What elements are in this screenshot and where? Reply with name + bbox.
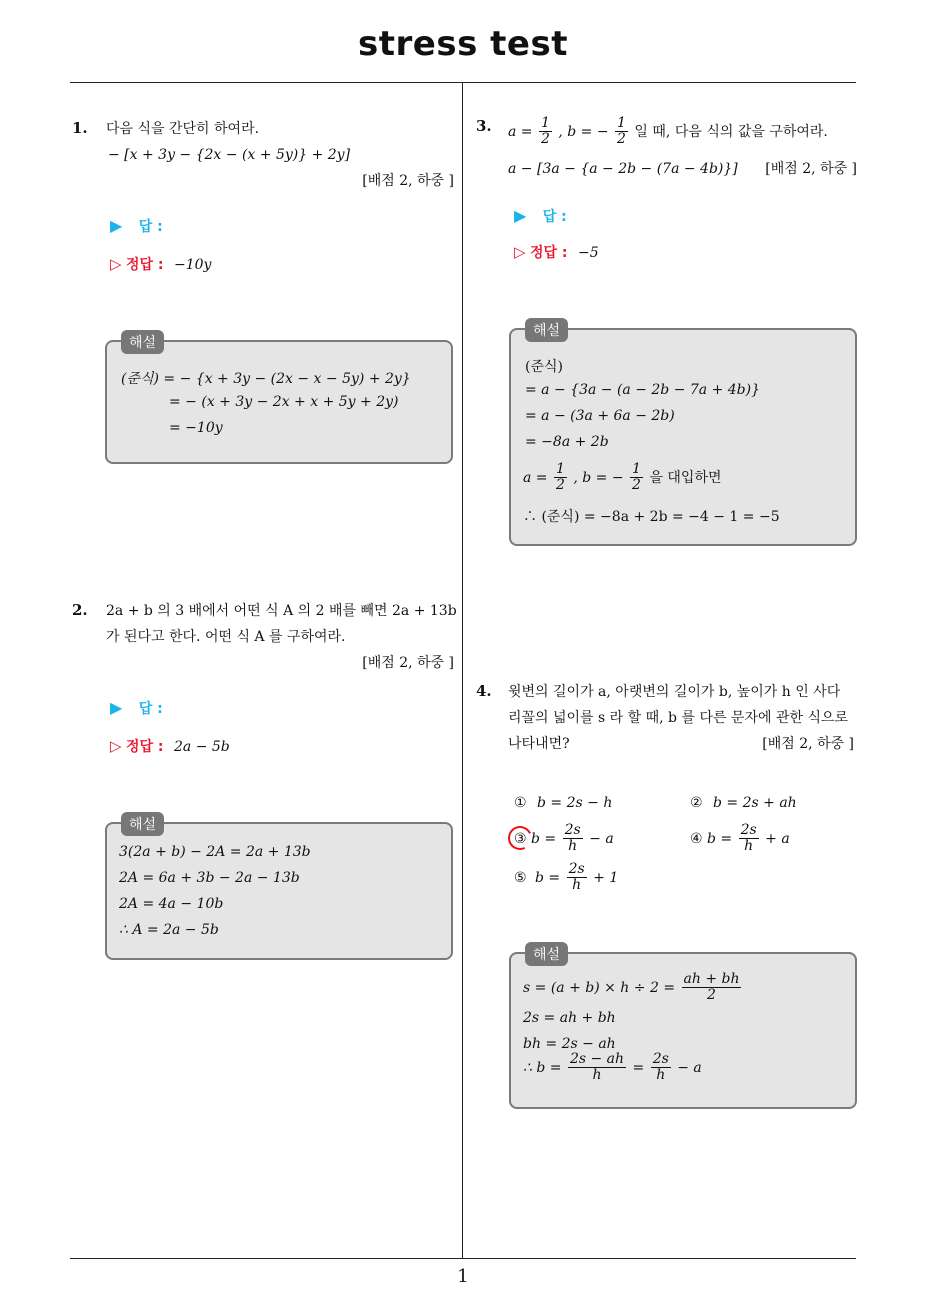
outline-triangle-icon: ▷ [110,737,122,755]
solution-line: ∴ (준식) = −8a + 2b = −4 − 1 = −5 [523,509,780,525]
solution-line: bh = 2s − ah [523,1036,616,1052]
question-text: 리꼴의 넓이를 s 라 할 때, b 를 다른 문자에 관한 식으로 [508,710,849,726]
column-divider [462,83,463,1259]
question-text: 다음 식을 간단히 하여라. [106,121,260,137]
question-expression: a − [3a − {a − 2b − (7a − 4b)}] [508,161,738,177]
correct-answer-label: 정답 : [126,257,164,273]
correct-answer-label: 정답 : [126,739,164,755]
fraction: $\frac{1}{2}$ [540,115,550,148]
question-text: 가 된다고 한다. 어떤 식 A 를 구하여라. [106,629,346,645]
question-text: 나타내면? [508,736,570,752]
question-number: 3. [476,117,492,135]
fraction: $\frac{1}{2}$ [632,461,641,494]
answer-label: 답 : [138,701,163,717]
choice-5[interactable]: ⑤ b = $\frac{2s}{h}$ + 1 [514,861,619,894]
fraction: $\frac{2s}{h}$ [740,822,757,855]
answer-row [110,698,163,718]
answer-label: 답 : [542,209,567,225]
question-number: 2. [72,601,88,619]
play-triangle-icon: ▶ [110,698,123,717]
solution-line: (준식) = − {x + 3y − (2x − x − 5y) + 2y} [121,371,411,387]
solution-line: 2A = 6a + 3b − 2a − 13b [119,870,300,886]
question-meta: [배점 2, 하중 ] [362,655,454,671]
solution-line: 3(2a + b) − 2A = 2a + 13b [119,844,311,860]
outline-triangle-icon: ▷ [110,255,122,273]
solution-box [105,817,453,960]
solution-line: 2A = 4a − 10b [119,896,224,912]
solution-box [509,947,857,1109]
solution-substitution: a = $\frac{1}{2}$ , b = − $\frac{1}{2}$ 을 대입하면 [523,461,722,494]
choice-3[interactable]: ③ b = $\frac{2s}{h}$ − a [514,822,614,855]
header-rule [70,82,856,83]
fraction: $\frac{1}{2}$ [617,115,626,148]
solution-line: (준식) [525,359,563,375]
solution-line: 2s = ah + bh [523,1010,616,1026]
answer-label: 답 : [138,219,163,235]
choice-4[interactable]: ④ b = $\frac{2s}{h}$ + a [690,822,790,855]
correct-answer-row [110,254,211,274]
solution-tag: 해설 [121,812,164,836]
correct-answer-row [514,242,599,262]
condition-text: 일 때, 다음 식의 값을 구하여라. [634,123,828,140]
solution-box [105,335,453,464]
outline-triangle-icon: ▷ [514,243,526,261]
solution-line: = a − (3a + 6a − 2b) [525,408,675,424]
solution-line: = −10y [169,420,223,436]
solution-tag: 해설 [121,330,164,354]
question-number: 4. [476,682,492,700]
choice-2[interactable]: ② b = 2s + ah [690,795,797,811]
correct-answer-value: 2a − 5b [173,739,230,755]
solution-line: = −8a + 2b [525,434,609,450]
fraction: $\frac{1}{2}$ [555,461,565,494]
answer-row [110,216,163,236]
correct-answer-row [110,736,230,756]
play-triangle-icon: ▶ [514,206,527,225]
condition-b: , b = − [558,123,609,140]
question-number: 1. [72,119,88,137]
solution-tag: 해설 [525,318,568,342]
correct-answer-label: 정답 : [530,245,568,261]
solution-line: ∴ A = 2a − 5b [119,922,219,938]
correct-answer-value: −10y [173,257,212,273]
question-expression: − [x + 3y − {2x − (x + 5y)} + 2y] [108,147,351,163]
footer-rule [70,1258,856,1259]
question-meta: [배점 2, 하중 ] [765,161,857,177]
question-text: 윗변의 길이가 a, 아랫변의 길이가 b, 높이가 h 인 사다 [508,684,841,700]
question-meta: [배점 2, 하중 ] [362,173,454,189]
solution-line: ∴ b = $\frac{2s - ah}{h}$ = $\frac{2s}{h}$ − a [523,1051,702,1084]
condition-a: a = [508,123,533,140]
fraction: $\frac{2s}{h}$ [564,822,581,855]
page-number: 1 [457,1266,469,1287]
solution-box [509,323,857,546]
question-text: 2a + b 의 3 배에서 어떤 식 A 의 2 배를 빼면 2a + 13b [106,603,457,619]
fraction: $\frac{2s}{h}$ [652,1051,669,1084]
solution-line: = a − {3a − (a − 2b − 7a + 4b)} [525,382,761,398]
answer-row [514,206,567,226]
fraction: $\frac{2s - ah}{h}$ [569,1051,625,1084]
choice-1[interactable]: ① b = 2s − h [514,795,613,811]
fraction: $\frac{ah + bh}{2}$ [683,971,740,1004]
question-meta: [배점 2, 하중 ] [762,736,854,752]
correct-answer-value: −5 [577,245,599,261]
page-title: stress test [358,24,568,64]
question-condition [508,116,828,148]
play-triangle-icon: ▶ [110,216,123,235]
solution-tag: 해설 [525,942,568,966]
solution-line: = − (x + 3y − 2x + x + 5y + 2y) [169,394,399,410]
solution-line: s = (a + b) × h ÷ 2 = $\frac{ah + bh}{2}$ [523,971,740,1004]
fraction: $\frac{2s}{h}$ [568,861,585,894]
